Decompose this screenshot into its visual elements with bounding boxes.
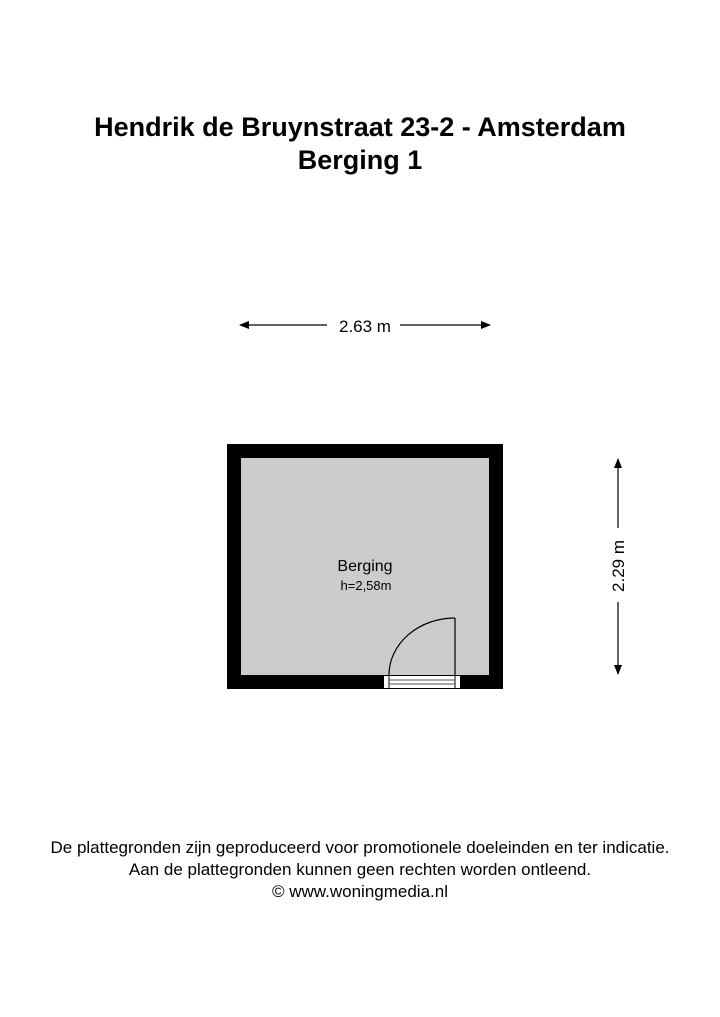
door-opening [383, 675, 461, 689]
room-berging [227, 444, 503, 689]
floor-subtitle: Berging 1 [297, 145, 423, 175]
disclaimer-line-2: Aan de plattegronden kunnen geen rechten worden ontleend. [128, 860, 592, 879]
disclaimer-line-1: De plattegronden zijn geproduceerd voor promotionele doeleinden en ter indicatie. [50, 838, 670, 857]
width-dimension [240, 317, 490, 336]
room-name: Berging [337, 558, 393, 575]
depth-label: 2.29 m [609, 540, 628, 592]
room-height: h=2,58m [340, 578, 392, 593]
address-title: Hendrik de Bruynstraat 23-2 - Amsterdam [94, 112, 626, 142]
depth-dimension [609, 459, 628, 674]
width-label: 2.63 m [339, 317, 391, 336]
copyright-notice: © www.woningmedia.nl [272, 882, 448, 901]
